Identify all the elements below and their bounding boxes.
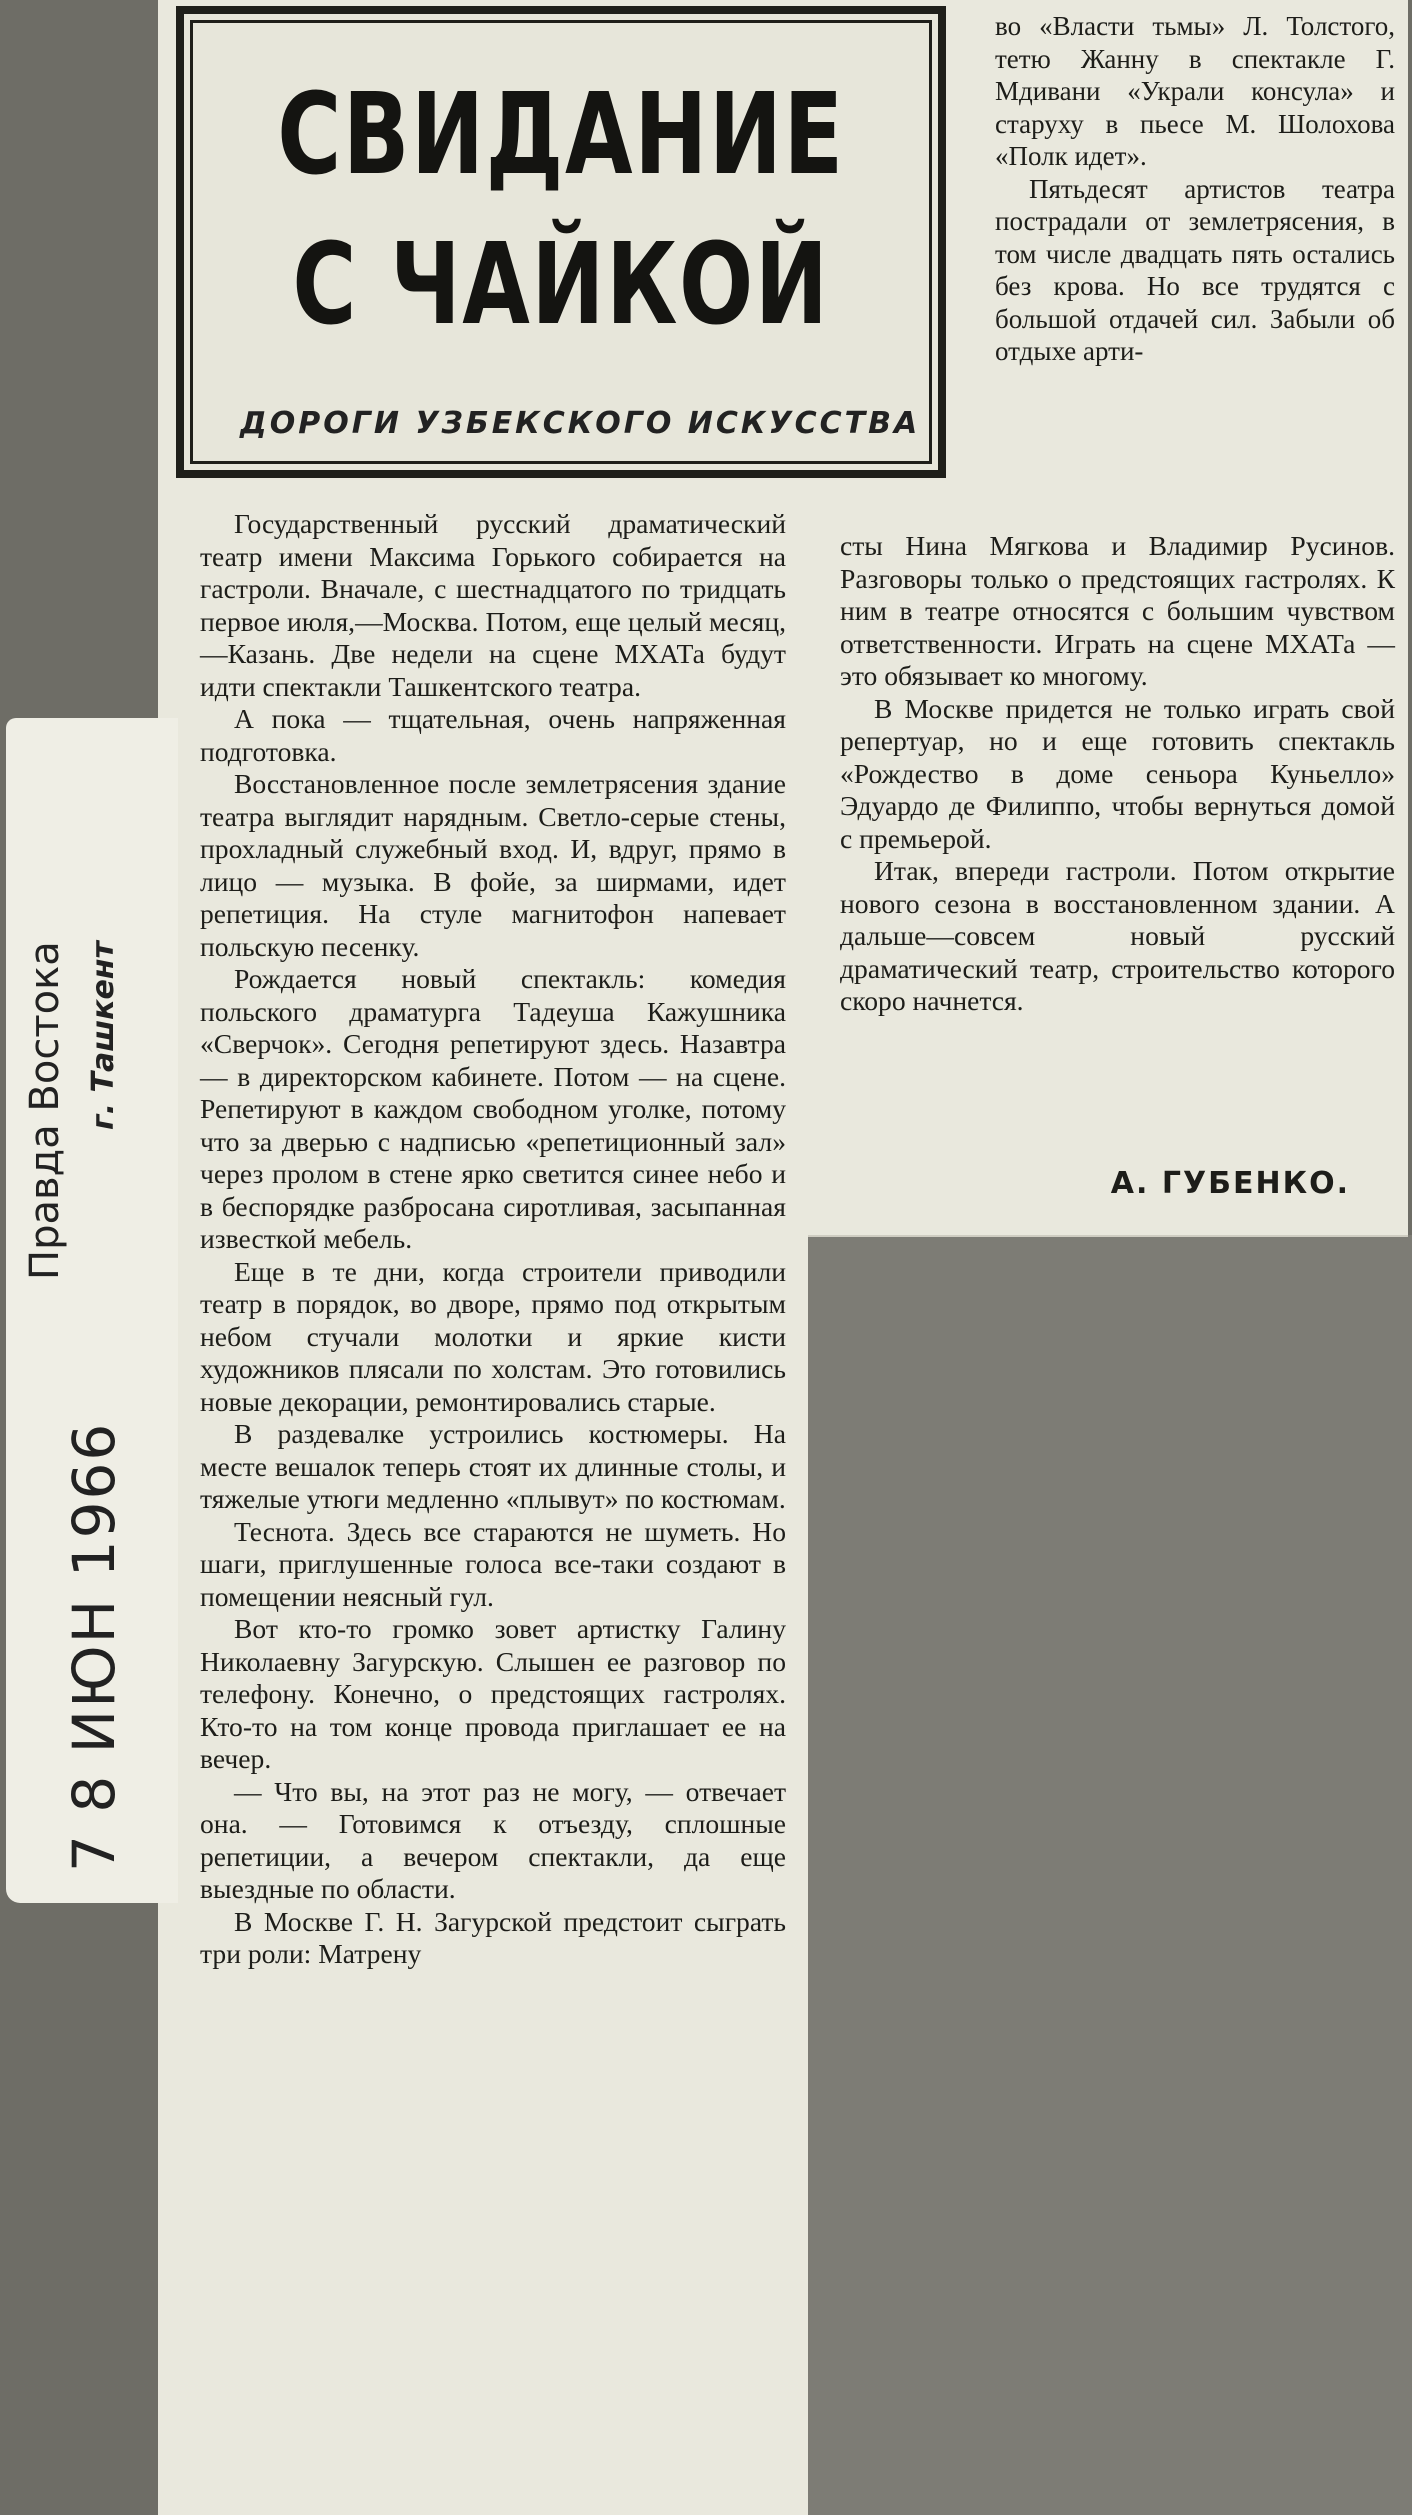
paragraph: во «Власти тьмы» Л. Толстого, тетю Жанну в спектакле Г. Мдивани «Украли консула» и старуху в пьесе М. Шолохова «Полк идет». xyxy=(995,11,1395,171)
paragraph: Пятьдесят артистов театра пострадали от землетрясения, в том числе двадцать пять остались без крова. Но все трудятся с большой отдачей сил. Забыли об отдыхе арти- xyxy=(995,173,1395,366)
article-left-column xyxy=(200,508,786,1971)
paragraph: В Москве Г. Н. Загурской предстоит сыграть три роли: Матрену xyxy=(200,1905,786,1969)
stamp-city: г. Ташкент xyxy=(86,941,121,1130)
article-right-column-top xyxy=(995,10,1395,368)
article-right-column-bottom xyxy=(840,530,1395,1018)
paragraph: Еще в те дни, когда строители приводили театр в порядок, во дворе, прямо под открытым небом стучали молотки и яркие кисти художников плясали по холстам. Это готовились новые декорации, ремонтировались старые. xyxy=(200,1255,786,1417)
paragraph: сты Нина Мягкова и Владимир Русинов. Разговоры только о предстоящих гастролях. К ним в театре относятся с большим чувством ответственности. Играть на сцене МХАТа — это обязывает ко многому. xyxy=(840,530,1395,691)
stamp-source: Правда Востока xyxy=(22,941,68,1280)
paragraph: Итак, впереди гастроли. Потом открытие нового сезона в восстановленном здании. А дальше—совсем новый русский драматический театр, строительство которого скоро начнется. xyxy=(840,855,1395,1016)
paragraph: Вот кто-то громко зовет артистку Галину Николаевну Загурскую. Слышен ее разговор по телефону. Конечно, о предстоящих гастролях. Кто-то на том конце провода приглашает ее на вечер. xyxy=(200,1613,786,1774)
stamp-date: 7 8 ИЮН 1966 xyxy=(60,1421,128,1872)
paragraph: Государственный русский драматический театр имени Максима Горького собирается на гастроли. Вначале, с шестнадцатого по тридцать первое июля,—Москва. Потом, еще целый месяц,—Казань. Две недели на сцене МХАТа будут идти спектакли Ташкентского театра. xyxy=(200,508,786,702)
paragraph: Восстановленное после землетрясения здание театра выглядит нарядным. Светло-серые стены, прохладный служебный вход. И, вдруг, прямо в лицо — музыка. В фойе, за ширмами, идет репетиция. На стуле магнитофон напевает польскую песенку. xyxy=(200,768,786,962)
headline-line-1: СВИДАНИЕ xyxy=(277,70,845,200)
headline-line-2: С ЧАЙКОЙ xyxy=(292,220,830,350)
author-signature: А. ГУБЕНКО. xyxy=(1110,1166,1350,1201)
paragraph: А пока — тщательная, очень напряженная подготовка. xyxy=(200,703,786,767)
paragraph: — Что вы, на этот раз не могу, — отвечает она. — Готовимся к отъезду, сплошные репетиции, а вечером спектакли, да еще выездные по области. xyxy=(200,1775,786,1904)
background-board xyxy=(790,1235,1412,2515)
paragraph: В Москве придется не только играть свой репертуар, но и еще готовить спектакль «Рождество в доме сеньора Куньелло» Эдуардо де Филиппо, чтобы вернуться домой с премьерой. xyxy=(840,692,1395,854)
rubric: ДОРОГИ УЗБЕКСКОГО ИСКУССТВА xyxy=(240,406,921,441)
paragraph: В раздевалке устроились костюмеры. На месте вешалок теперь стоят их длинные столы, и тяжелые утюги медленно «плывут» по костюмам. xyxy=(200,1418,786,1514)
paragraph: Рождается новый спектакль: комедия польского драматурга Тадеуша Кажушника «Сверчок». Сегодня репетируют здесь. Назавтра — в директорском кабинете. Потом — на сцене. Репетируют в каждом свободном уголке, потому что за дверью с надписью «репетиционный зал» через пролом в стене ярко светится синее небо и в беспорядке разбросана сиротливая, засыпанная известкой мебель. xyxy=(200,963,786,1254)
archive-stamp xyxy=(14,730,164,1890)
headline-box xyxy=(176,6,946,478)
paragraph: Теснота. Здесь все стараются не шуметь. Но шаги, приглушенные голоса все-таки создают в помещении неясный гул. xyxy=(200,1515,786,1612)
